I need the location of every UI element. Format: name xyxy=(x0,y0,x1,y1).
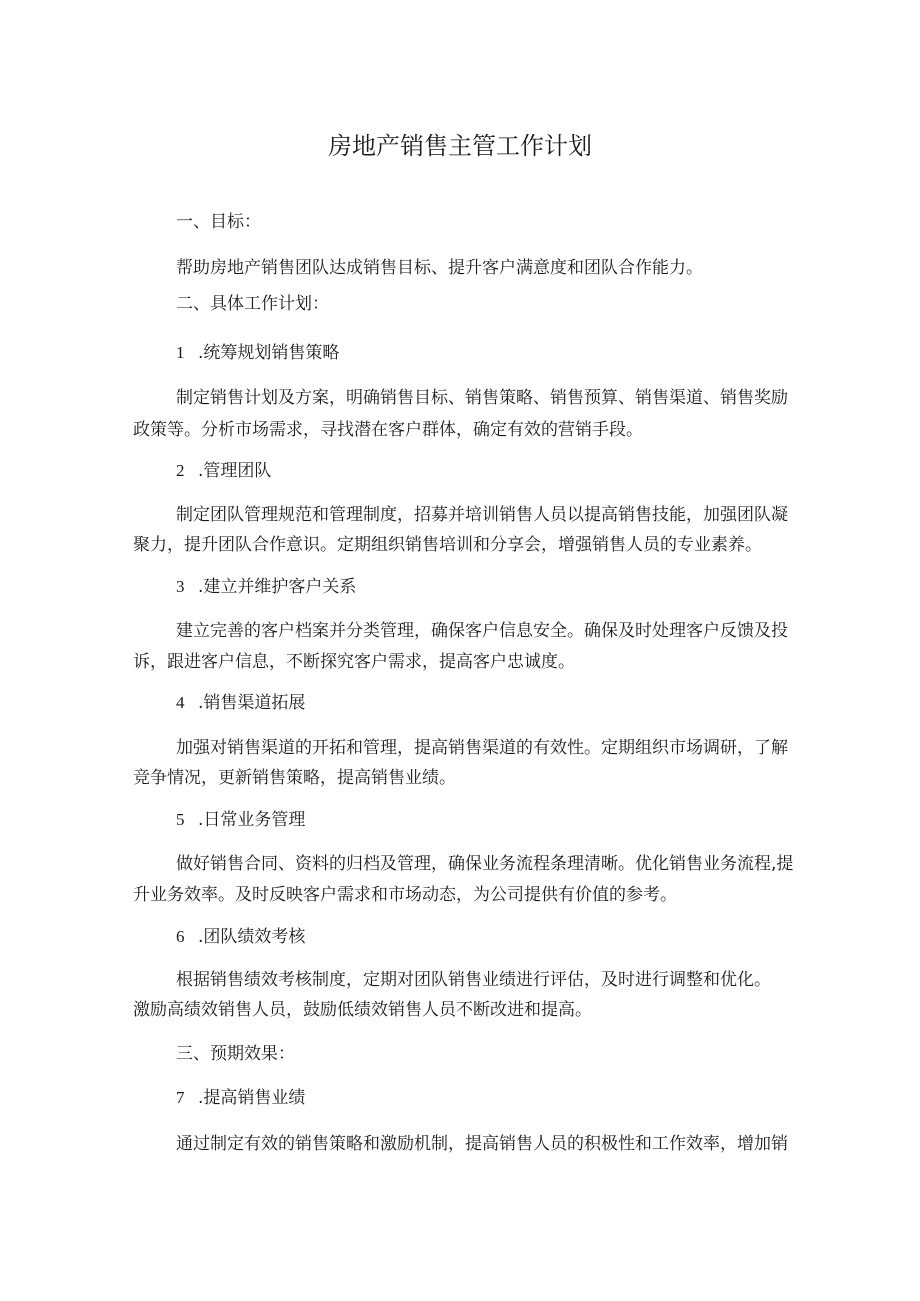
item-title: .提高销售业绩 xyxy=(198,1088,306,1108)
item-2-line-1: 制定团队管理规范和管理制度，招募并培训销售人员以提高销售技能，加强团队凝 xyxy=(176,505,788,525)
item-3-line-2: 诉，跟进客户信息，不断探究客户需求，提高客户忠诚度。 xyxy=(133,652,575,672)
item-number: 4 xyxy=(176,693,185,712)
item-title: .团队绩效考核 xyxy=(198,927,306,947)
item-5-line-2: 升业务效率。及时反映客户需求和市场动态，为公司提供有价值的参考。 xyxy=(133,885,677,905)
item-4-line-2: 竞争情况，更新销售策略，提高销售业绩。 xyxy=(133,768,456,788)
item-6-heading xyxy=(176,925,305,949)
heading-goal: 一、目标： xyxy=(176,212,261,232)
item-6-line-2: 激励高绩效销售人员，鼓励低绩效销售人员不断改进和提高。 xyxy=(133,1000,592,1020)
item-number: 7 xyxy=(176,1088,185,1107)
item-number: 1 xyxy=(176,343,185,362)
item-5-line-1: 做好销售合同、资料的归档及管理，确保业务流程条理清晰。优化销售业务流程,提 xyxy=(176,854,794,874)
item-title: .日常业务管理 xyxy=(198,810,306,830)
item-title: .管理团队 xyxy=(198,461,272,481)
item-number: 2 xyxy=(176,461,185,480)
item-7-heading xyxy=(176,1086,305,1110)
item-title: .销售渠道拓展 xyxy=(198,693,306,713)
item-number: 5 xyxy=(176,810,185,829)
item-1-line-2: 政策等。分析市场需求，寻找潜在客户群体，确定有效的营销手段。 xyxy=(133,420,643,440)
item-title: .建立并维护客户关系 xyxy=(198,577,357,597)
item-number: 6 xyxy=(176,927,185,946)
item-2-heading xyxy=(176,459,271,483)
item-title: .统筹规划销售策略 xyxy=(198,343,340,363)
item-1-heading xyxy=(176,341,339,365)
item-3-line-1: 建立完善的客户档案并分类管理，确保客户信息安全。确保及时处理客户反馈及投 xyxy=(176,621,788,641)
item-2-line-2: 聚力，提升团队合作意识。定期组织销售培训和分享会，增强销售人员的专业素养。 xyxy=(133,535,762,555)
goal-text: 帮助房地产销售团队达成销售目标、提升客户满意度和团队合作能力。 xyxy=(176,258,703,278)
item-6-line-1: 根据销售绩效考核制度，定期对团队销售业绩进行评估，及时进行调整和优化。 xyxy=(176,970,771,990)
heading-effect: 三、预期效果： xyxy=(176,1044,295,1064)
item-3-heading xyxy=(176,575,356,599)
item-7-line-1: 通过制定有效的销售策略和激励机制，提高销售人员的积极性和工作效率，增加销 xyxy=(176,1134,788,1154)
item-5-heading xyxy=(176,808,305,832)
item-1-line-1: 制定销售计划及方案，明确销售目标、销售策略、销售预算、销售渠道、销售奖励 xyxy=(176,388,788,408)
document-title: 房地产销售主管工作计划 xyxy=(328,132,592,160)
item-4-line-1: 加强对销售渠道的开拓和管理，提高销售渠道的有效性。定期组织市场调研，了解 xyxy=(176,738,788,758)
item-4-heading xyxy=(176,691,305,715)
item-number: 3 xyxy=(176,577,185,596)
heading-plan: 二、具体工作计划： xyxy=(176,294,329,314)
